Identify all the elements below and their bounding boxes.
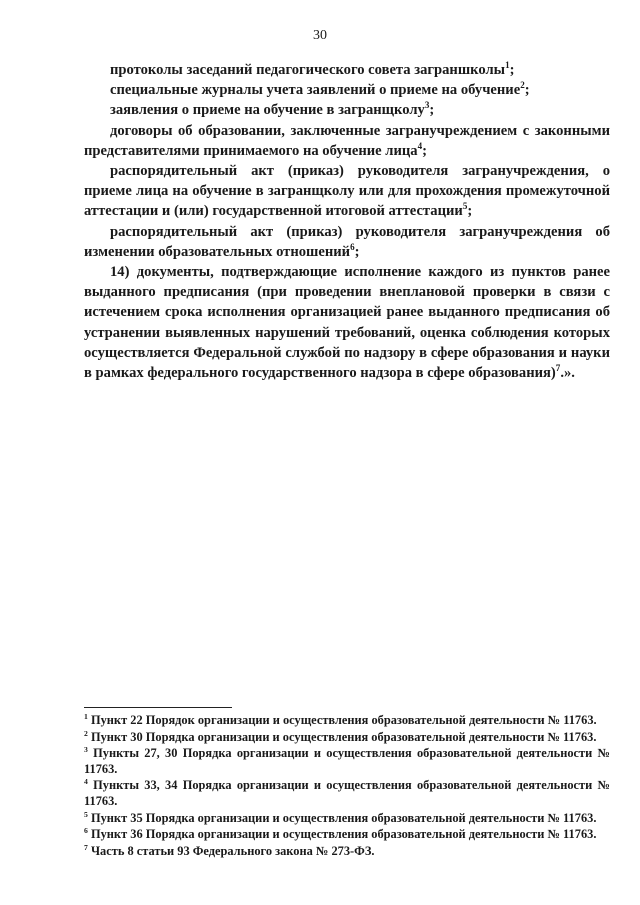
footnote-ref: 6 — [350, 241, 355, 252]
footnote-1 — [84, 713, 610, 729]
paragraph-tail: ; — [524, 82, 530, 99]
paragraph-1 — [84, 60, 610, 80]
footnote-text: Часть 8 статьи 93 Федерального закона № 273-ФЗ. — [90, 843, 375, 858]
footnote-number: 4 — [84, 777, 88, 787]
footnote-ref: 7 — [555, 363, 561, 374]
footnote-text: Пункты 27, 30 Порядка организации и осуществления образовательной деятельности № 11763. — [84, 746, 610, 776]
footnote-ref: 1 — [505, 60, 510, 71]
paragraph-3 — [84, 100, 610, 120]
footnote-3 — [84, 746, 610, 777]
footnote-number: 5 — [84, 809, 88, 819]
footnote-2 — [84, 730, 610, 746]
paragraph-text: протоколы заседаний педагогического совета заграншколы — [110, 62, 506, 78]
paragraph-text: специальные журналы учета заявлений о приеме на обучение — [110, 82, 521, 99]
footnote-7 — [84, 844, 610, 860]
footnote-ref: 2 — [520, 80, 525, 91]
footnote-text: Пункт 22 Порядок организации и осуществления образовательной деятельности № 11763. — [90, 713, 597, 727]
footnote-6 — [84, 827, 610, 843]
paragraph-5 — [84, 161, 610, 222]
footnote-text: Пункт 30 Порядка организации и осуществления образовательной деятельности № 11763. — [90, 729, 597, 744]
paragraph-text: распорядительный акт (приказ) руководителя загранучреждения, о приеме лица на обучение в загранщколу или для прохождения промежуточной аттестации и (или) государственной итоговой аттестации — [84, 163, 610, 220]
body-text — [84, 60, 610, 383]
footnote-text: Пункт 35 Порядка организации и осуществления образовательной деятельности № 11763. — [90, 810, 597, 825]
paragraph-4 — [84, 121, 610, 161]
paragraph-text: 14) документы, подтверждающие исполнение каждого из пунктов ранее выданного предписания (при проведении внеплановой проверки в связи с истечением срока исполнения организацией ранее выданного предписания об устранении выявленных нарушений требований, оценка соблюдения которых осуществляется Федеральной службой по надзору в сфере образования и науки в рамках федерального государственного надзора в сфере образования) — [84, 264, 610, 382]
footnote-text: Пункт 36 Порядка организации и осуществления образовательной деятельности № 11763. — [90, 827, 597, 842]
paragraph-6 — [84, 222, 610, 262]
footnote-text: Пункты 33, 34 Порядка организации и осуществления образовательной деятельности № 11763. — [84, 778, 610, 808]
page-number: 30 — [313, 28, 327, 43]
paragraph-tail: ; — [354, 243, 360, 260]
paragraph-tail: .». — [560, 365, 575, 382]
paragraph-text: договоры об образовании, заключенные загранучреждением с законными представителями принимаемого на обучение лица — [84, 122, 610, 159]
footnote-ref: 4 — [417, 140, 423, 151]
footnote-number: 1 — [84, 711, 88, 721]
footnote-4 — [84, 778, 610, 809]
footnote-number: 3 — [84, 745, 88, 755]
paragraph-7 — [84, 262, 610, 383]
paragraph-2 — [84, 80, 610, 100]
paragraph-tail: ; — [509, 62, 515, 78]
footnote-divider — [84, 707, 232, 708]
footnote-ref: 5 — [462, 201, 468, 212]
paragraph-tail: ; — [467, 203, 473, 220]
footnotes — [84, 713, 610, 860]
footnote-ref: 3 — [424, 100, 430, 111]
footnote-number: 6 — [84, 826, 88, 836]
paragraph-tail: ; — [422, 142, 427, 159]
footnote-5 — [84, 811, 610, 827]
footnote-number: 7 — [84, 842, 88, 852]
footnote-number: 2 — [84, 728, 88, 738]
paragraph-text: распорядительный акт (приказ) руководителя загранучреждения об изменении образовательных отношений — [84, 223, 610, 260]
paragraph-tail: ; — [429, 102, 435, 119]
paragraph-text: заявления о приеме на обучение в загранщколу — [110, 102, 425, 119]
